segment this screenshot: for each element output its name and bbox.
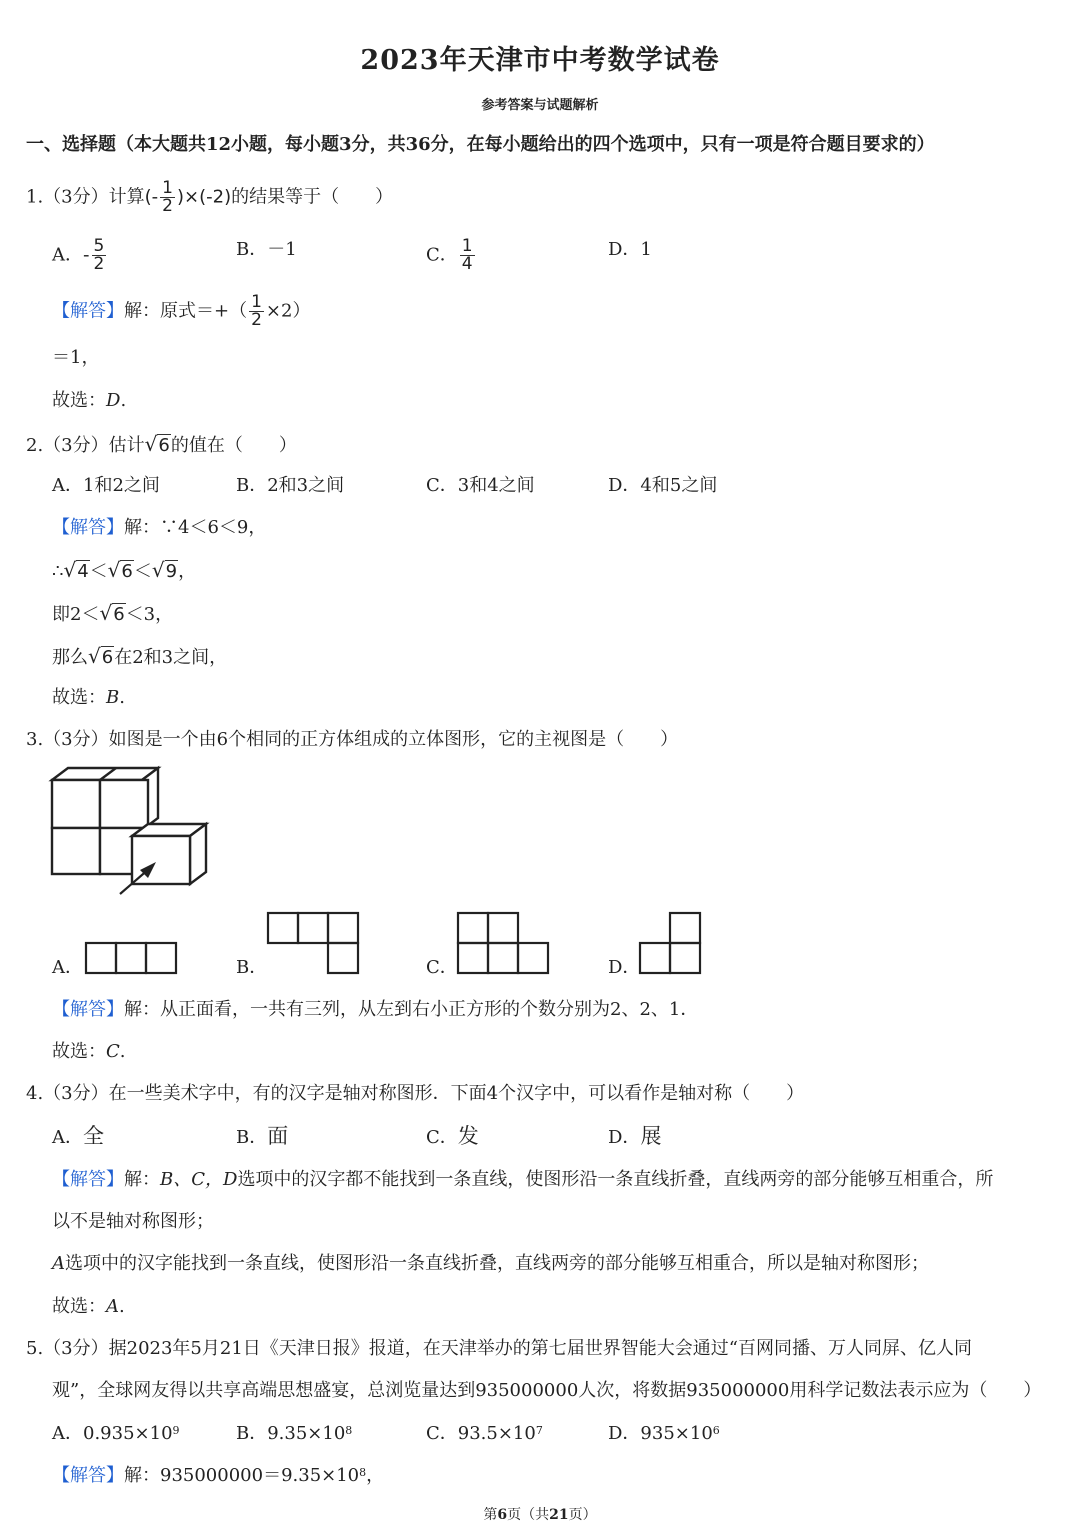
q2-solution-line3: 即2＜√6＜3， xyxy=(52,601,174,625)
q4-option-a[interactable]: A．全 xyxy=(52,1124,104,1148)
question-1-stem: 1.（3分）计算(- $\frac{1}{2}$ )×(-2)的结果等于（ ） xyxy=(26,178,394,216)
q5-option-b[interactable]: B．$9.35\times 10^8$ xyxy=(236,1423,353,1444)
q1-solution-line2: ＝1， xyxy=(52,347,100,368)
q5-option-c[interactable]: C．$93.5\times 10^7$ xyxy=(426,1423,543,1444)
page-title: 2023年天津市中考数学试卷 xyxy=(360,45,720,76)
q4-option-d[interactable]: D．展 xyxy=(608,1124,662,1148)
question-5-stem-line1: 5.（3分）据2023年5月21日《天津日报》报道，在天津举办的第七届世界智能大会通过“百网同播、万人同屏、亿人同 xyxy=(26,1338,972,1359)
q4-solution-line2: 以不是轴对称图形； xyxy=(52,1211,214,1232)
q3-option-d[interactable]: D． xyxy=(608,957,641,978)
q3-option-c-figure xyxy=(456,911,550,975)
q3-solution: 【解答】解：从正面看，一共有三列，从左到右小正方形的个数分别为2、2、1． xyxy=(52,999,699,1020)
q3-option-b-figure xyxy=(266,911,360,975)
q1-option-d[interactable]: D．1 xyxy=(608,239,652,260)
q2-solution-line4: 那么√6在2和3之间， xyxy=(52,644,228,668)
page-footer: 第6页（共21页） xyxy=(483,1507,597,1523)
q4-solution-line3: A选项中的汉字能找到一条直线，使图形沿一条直线折叠，直线两旁的部分能够互相重合，所以是轴对称图形； xyxy=(52,1253,929,1274)
q2-option-b[interactable]: B．2和3之间 xyxy=(236,475,345,496)
q4-option-b[interactable]: B．面 xyxy=(236,1124,289,1148)
q2-option-a[interactable]: A．1和2之间 xyxy=(52,475,160,496)
q2-solution-line2: ∴√4＜√6＜√9， xyxy=(52,558,197,582)
q4-choice: 故选：A. xyxy=(52,1296,125,1317)
q1-option-b[interactable]: B．－1 xyxy=(236,239,297,260)
section-header: 一、选择题（本大题共12小题，每小题3分，共36分，在每小题给出的四个选项中，只有一项是符合题目要求的） xyxy=(26,134,935,155)
question-5-stem-line2: 观”，全球网友得以共享高端思想盛宴，总浏览量达到935000000人次，将数据935000000用科学记数法表示应为（ ） xyxy=(52,1380,1042,1401)
q2-solution-line1: 【解答】解：∵4＜6＜9， xyxy=(52,517,267,538)
page-subtitle: 参考答案与试题解析 xyxy=(481,98,599,113)
q2-choice: 故选：B. xyxy=(52,687,125,708)
q3-option-a[interactable]: A． xyxy=(52,957,83,978)
q1-option-c[interactable]: C． $\frac{1}{4}$ xyxy=(426,236,473,274)
q5-option-d[interactable]: D．$935\times 10^6$ xyxy=(608,1423,720,1444)
q1-option-a[interactable]: A．- $\frac{5}{2}$ xyxy=(52,236,105,274)
q3-option-a-figure xyxy=(84,941,178,975)
q2-option-c[interactable]: C．3和4之间 xyxy=(426,475,535,496)
q1-solution-line1: 【解答】解：原式＝+（ $\frac{1}{2}$ ×2） xyxy=(52,292,311,330)
q2-option-d[interactable]: D．4和5之间 xyxy=(608,475,718,496)
question-4-stem: 4.（3分）在一些美术字中，有的汉字是轴对称图形．下面4个汉字中，可以看作是轴对称（ ） xyxy=(26,1083,805,1104)
q3-option-d-figure xyxy=(638,911,702,975)
fraction: $\frac{1}{2}$ xyxy=(162,178,173,216)
q5-solution: 【解答】解：$935000000=9.35\times 10^8$， xyxy=(52,1465,385,1486)
cube-stack-figure xyxy=(48,764,213,898)
q3-choice: 故选：C. xyxy=(52,1041,126,1062)
q5-option-a[interactable]: A．$0.935\times 10^9$ xyxy=(52,1423,180,1444)
q1-choice: 故选：D. xyxy=(52,390,127,411)
question-2-stem: 2.（3分）估计√6的值在（ ） xyxy=(26,432,297,456)
q3-option-b[interactable]: B． xyxy=(236,957,268,978)
question-3-stem: 3.（3分）如图是一个由6个相同的正方体组成的立体图形，它的主视图是（ ） xyxy=(26,729,679,750)
q4-solution-line1: 【解答】解：B、C，D选项中的汉字都不能找到一条直线，使图形沿一条直线折叠，直线两旁的部分能够互相重合，所 xyxy=(52,1169,994,1190)
q3-option-c[interactable]: C． xyxy=(426,957,458,978)
q4-option-c[interactable]: C．发 xyxy=(426,1124,479,1148)
